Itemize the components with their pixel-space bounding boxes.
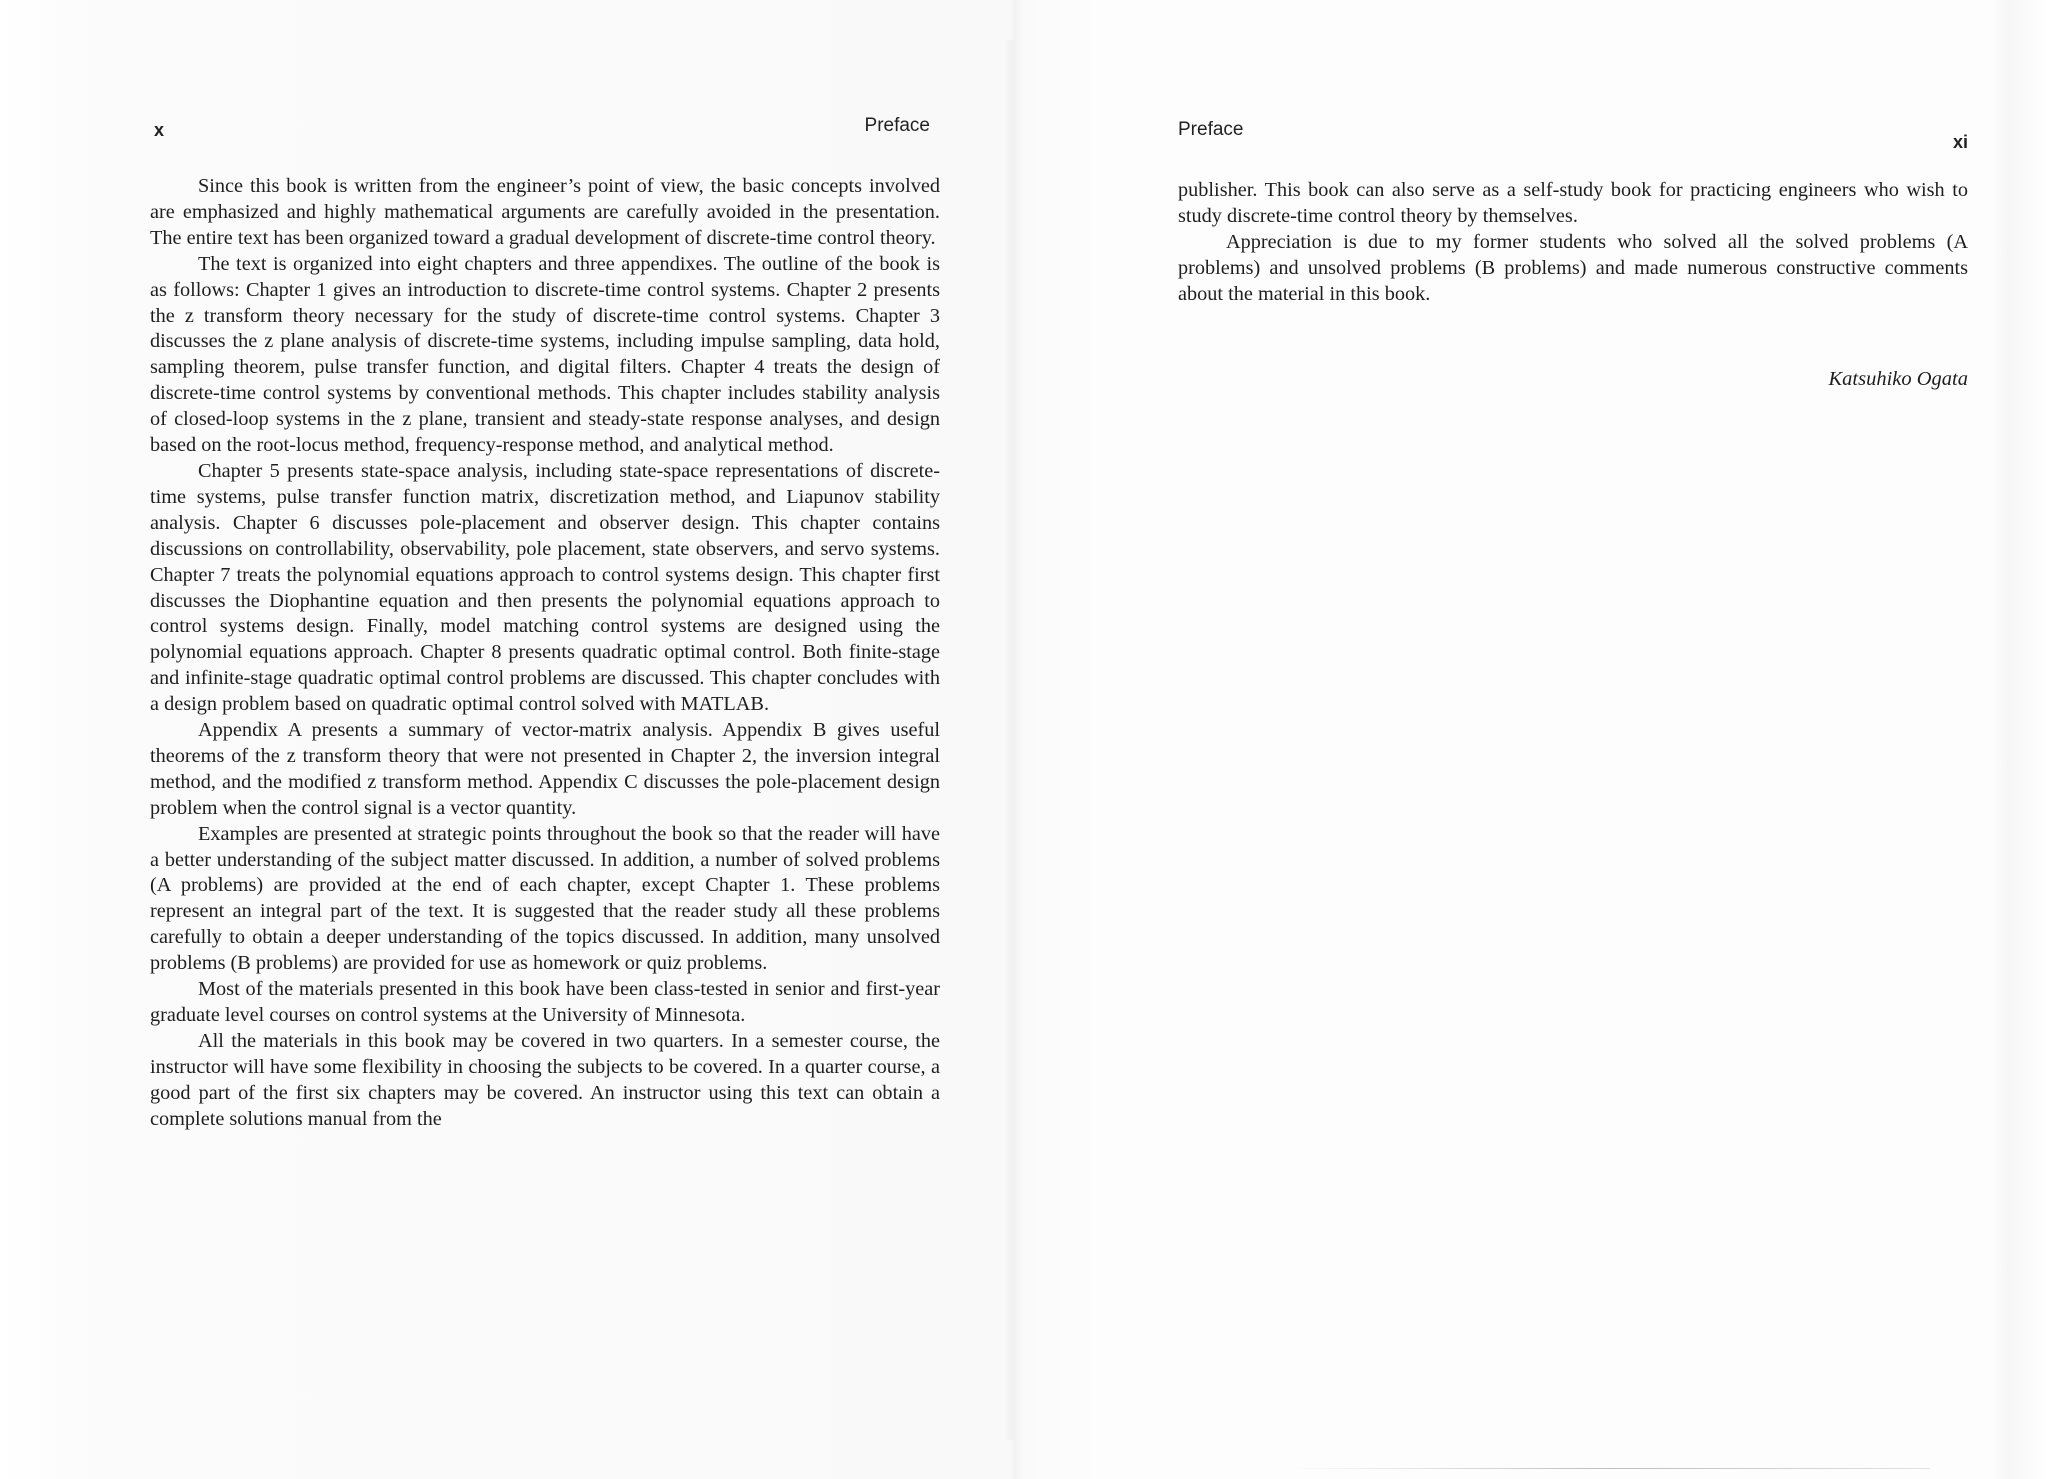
left-page (150, 110, 940, 1133)
running-head-title-left: Preface (864, 115, 930, 136)
author-signature: Katsuhiko Ogata (1828, 367, 1968, 390)
page-number-right: xi (1952, 132, 1968, 152)
paragraph-course-coverage: All the materials in this book may be covered in two quarters. In a semester course, the instructor will have some flexibility in choosing the subjects to be covered. In a quarter course, a good part of the first six chapters may be covered. An instructor using this text can obtain a complete solutions manual from the (150, 1029, 940, 1130)
page-number-left: x (154, 120, 165, 140)
right-running-head (1178, 110, 1968, 174)
left-page-body (150, 174, 940, 1133)
right-page (1178, 110, 1968, 391)
running-head-title-right: Preface (1178, 119, 1244, 140)
paragraph-publisher-continued: publisher. This book can also serve as a self-study book for practicing engineers who wish to study discrete-time control theory by themselves. (1178, 179, 1968, 227)
paragraph-chapters-1-4: The text is organized into eight chapters and three appendixes. The outline of the book is as follows: Chapter 1 gives an introduction to discrete-time control systems. Chapter 2 presents the z transform theory necessary for the study of discrete-time control systems. Chapter 3 discusses the z plane analysis of discrete-time systems, including impulse sampling, data hold, sampling theorem, pulse transfer function, and digital filters. Chapter 4 treats the design of discrete-time control systems by conventional methods. This chapter includes stability analysis of closed-loop systems in the z plane, transient and steady-state response analyses, and design based on the root-locus method, frequency-response method, and analytical method. (150, 252, 940, 457)
paragraph-class-tested: Most of the materials presented in this book have been class-tested in senior and first-year graduate level courses on control systems at the University of Minnesota. (150, 978, 940, 1026)
paragraph-chapters-5-8: Chapter 5 presents state-space analysis, including state-space representations of discrete-time systems, pulse transfer function matrix, discretization method, and Liapunov stability analysis. Chapter 6 discusses pole-placement and observer design. This chapter contains discussions on controllability, observability, pole placement, state observers, and servo systems. Chapter 7 treats the polynomial equations approach to control systems design. This chapter first discusses the Diophantine equation and then presents the polynomial equations approach to control systems design. Finally, model matching control systems are designed using the polynomial equations approach. Chapter 8 presents quadratic optimal control. Both finite-stage and infinite-stage quadratic optimal control problems are discussed. This chapter concludes with a design problem based on quadratic optimal control solved with MATLAB. (150, 459, 940, 716)
paragraph-appreciation: Appreciation is due to my former students who solved all the solved problems (A problems) and unsolved problems (B problems) and made numerous constructive comments about the material in this book. (1178, 230, 1968, 305)
book-gutter (1004, 40, 1016, 1440)
paragraph-examples-problems: Examples are presented at strategic points throughout the book so that the reader will have a better understanding of the subject matter discussed. In addition, a number of solved problems (A problems) are provided at the end of each chapter, except Chapter 1. These problems represent an integral part of the text. It is suggested that the reader study all these problems carefully to obtain a deeper understanding of the topics discussed. In addition, many unsolved problems (B problems) are provided for use as homework or quiz problems. (150, 822, 940, 975)
scan-edge-line (1290, 1468, 1930, 1469)
right-page-body (1178, 178, 1968, 308)
paragraph-engineer-viewpoint: Since this book is written from the engineer’s point of view, the basic concepts involved are emphasized and highly mathematical arguments are carefully avoided in the presentation. The entire text has been organized toward a gradual development of discrete-time control theory. (150, 175, 940, 249)
left-running-head (150, 110, 940, 174)
paragraph-appendixes: Appendix A presents a summary of vector-matrix analysis. Appendix B gives useful theorems of the z transform theory that were not presented in Chapter 2, the inversion integral method, and the modified z transform method. Appendix C discusses the pole-placement design problem when the control signal is a vector quantity. (150, 719, 940, 819)
